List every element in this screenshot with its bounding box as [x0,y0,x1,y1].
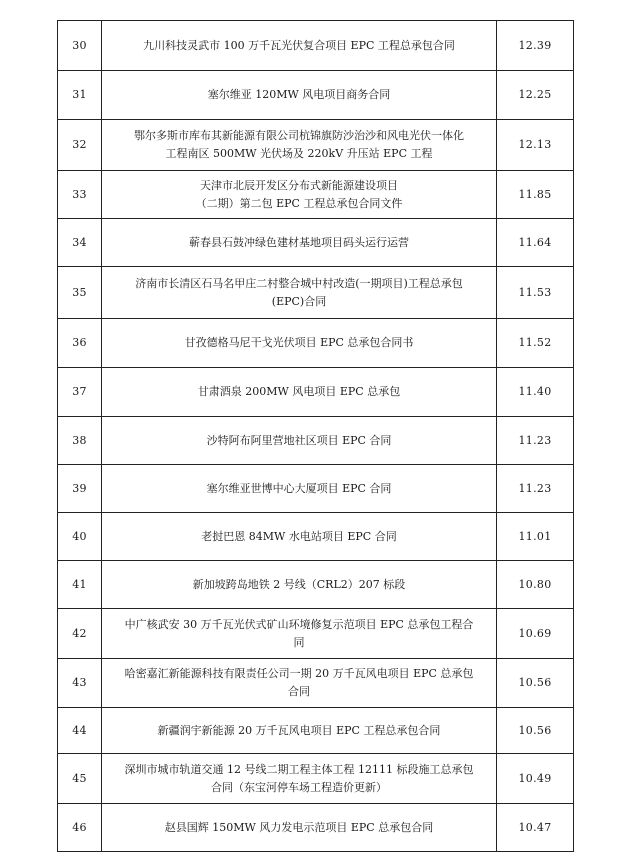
table-row [58,368,574,417]
row-number: 38 [58,417,102,465]
row-number: 35 [58,267,102,319]
contract-amount: 11.40 [497,368,574,417]
contract-amount: 11.52 [497,319,574,368]
project-name: 天津市北辰开发区分布式新能源建设项目 （二期）第二包 EPC 工程总承包合同文件 [102,171,497,219]
contract-amount: 11.23 [497,465,574,513]
table-row [58,561,574,609]
table-row [58,465,574,513]
row-number: 31 [58,71,102,120]
row-number: 33 [58,171,102,219]
contract-amount: 10.69 [497,609,574,659]
project-name: 塞尔维亚 120MW 风电项目商务合同 [102,71,497,120]
row-number: 37 [58,368,102,417]
row-number: 36 [58,319,102,368]
table-row [58,754,574,804]
project-name: 鄂尔多斯市库布其新能源有限公司杭锦旗防沙治沙和风电光伏一体化 工程南区 500MW 光伏场及 220kV 升压站 EPC 工程 [102,120,497,171]
row-number: 32 [58,120,102,171]
row-number: 34 [58,219,102,267]
row-number: 40 [58,513,102,561]
table-row [58,804,574,852]
table-row [58,120,574,171]
contract-amount: 12.13 [497,120,574,171]
project-name: 中广核武安 30 万千瓦光伏式矿山环境修复示范项目 EPC 总承包工程合 同 [102,609,497,659]
row-number: 42 [58,609,102,659]
table-row [58,659,574,708]
contract-amount: 10.56 [497,708,574,754]
table-row [58,417,574,465]
table-row [58,319,574,368]
contract-amount: 11.23 [497,417,574,465]
contracts-table [57,20,574,852]
contract-amount: 11.01 [497,513,574,561]
row-number: 46 [58,804,102,852]
table-row [58,21,574,71]
project-name: 沙特阿布阿里营地社区项目 EPC 合同 [102,417,497,465]
contract-amount: 12.25 [497,71,574,120]
project-name: 甘孜德格马尼干戈光伏项目 EPC 总承包合同书 [102,319,497,368]
project-name: 哈密嘉汇新能源科技有限责任公司一期 20 万千瓦风电项目 EPC 总承包 合同 [102,659,497,708]
table-row [58,609,574,659]
table-row [58,71,574,120]
row-number: 45 [58,754,102,804]
contract-amount: 10.56 [497,659,574,708]
table-row [58,513,574,561]
contract-amount: 11.53 [497,267,574,319]
project-name: 赵县国辉 150MW 风力发电示范项目 EPC 总承包合同 [102,804,497,852]
row-number: 39 [58,465,102,513]
project-name: 老挝巴恩 84MW 水电站项目 EPC 合同 [102,513,497,561]
project-name: 塞尔维亚世博中心大厦项目 EPC 合同 [102,465,497,513]
row-number: 43 [58,659,102,708]
table-row [58,219,574,267]
contract-amount: 11.85 [497,171,574,219]
row-number: 30 [58,21,102,71]
table-row [58,708,574,754]
project-name: 新疆润宇新能源 20 万千瓦风电项目 EPC 工程总承包合同 [102,708,497,754]
contract-amount: 10.47 [497,804,574,852]
project-name: 新加坡跨岛地铁 2 号线（CRL2）207 标段 [102,561,497,609]
table-row [58,171,574,219]
table-row [58,267,574,319]
contract-amount: 10.80 [497,561,574,609]
project-name: 深圳市城市轨道交通 12 号线二期工程主体工程 12111 标段施工总承包 合同（东宝河停车场工程造价更新） [102,754,497,804]
contract-amount: 10.49 [497,754,574,804]
project-name: 蕲春县石鼓冲绿色建材基地项目码头运行运营 [102,219,497,267]
contract-amount: 11.64 [497,219,574,267]
row-number: 44 [58,708,102,754]
contract-amount: 12.39 [497,21,574,71]
project-name: 济南市长清区石马名甲庄二村整合城中村改造(一期项目)工程总承包 (EPC)合同 [102,267,497,319]
project-name: 九川科技灵武市 100 万千瓦光伏复合项目 EPC 工程总承包合同 [102,21,497,71]
row-number: 41 [58,561,102,609]
table-body [58,21,574,852]
project-name: 甘肃酒泉 200MW 风电项目 EPC 总承包 [102,368,497,417]
